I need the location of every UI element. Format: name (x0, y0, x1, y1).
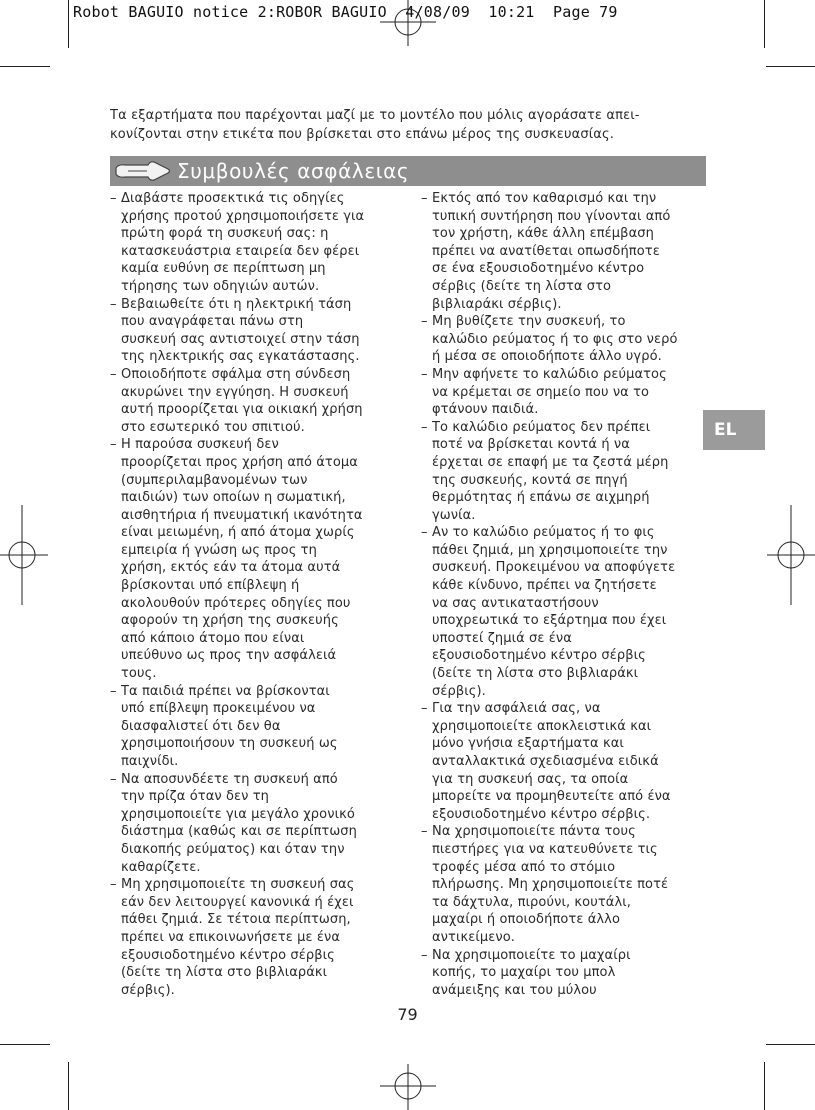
list-dash: – (421, 419, 428, 435)
list-dash: – (110, 683, 117, 699)
section-title: Συμβουλές ασφάλειας (177, 159, 410, 183)
safety-item (421, 419, 709, 525)
safety-item-text: Η παρούσα συσκευή δεν προορίζεται προς χρήση από άτομα (συμπεριλαμβανομένων των παιδιών) των οποίων η σωματική, αισθητήρια ή πνευματική ικανότητα είναι μειωμένη, ή από άτομα χωρίς εμπειρία ή γνώση ως προς τη χρήση, εκτός εάν τα άτομα αυτά βρίσκονται υπό επίβλεψη ή ακολουθούν πρότερες οδηγίες που αφορούν τη χρήση της συσκευής από κάποιο άτομο που είναι υπεύθυνο ως προς την ασφάλειά τους. (121, 437, 363, 682)
safety-item-text: Να χρησιμοποιείτε το μαχαίρι κοπής, το μαχαίρι του μπολ ανάμειξης και του μύλου (432, 947, 631, 998)
intro-paragraph (110, 106, 710, 144)
section-banner (110, 156, 706, 186)
safety-item (421, 313, 709, 366)
safety-item (110, 876, 382, 999)
crop-mark (68, 0, 69, 48)
hand-pointing-icon (114, 159, 172, 183)
list-dash: – (110, 437, 117, 453)
crop-mark (766, 1044, 815, 1045)
safety-item (421, 524, 709, 700)
intro-text: Τα εξαρτήματα που παρέχονται μαζί με το μοντέλο που μόλις αγοράσατε απει- κονίζονται στην ετικέτα που βρίσκεται στο επάνω μέρος της συσκευασίας. (110, 108, 640, 142)
crop-mark (68, 1062, 69, 1110)
list-dash: – (421, 191, 428, 206)
safety-item-text: Εκτός από τον καθαρισμό και την τυπική συντήρηση που γίνονται από τον χρήστη, κάθε άλλη επέμβαση πρέπει να ανατίθεται οπωσδήποτε σε ένα εξουσιοδοτημένο κέντρο σέρβις (δείτε τη λίστα στο βιβλιαράκι σέρβις). (432, 191, 671, 312)
safety-item (110, 436, 382, 682)
safety-item-text: Μη βυθίζετε την συσκευή, το καλώδιο ρεύματος ή το φις στο νερό ή μέσα σε οποιοδήποτε άλλο υγρό. (432, 314, 678, 365)
language-tab: EL (703, 410, 765, 450)
safety-item (421, 700, 709, 823)
safety-item (421, 823, 709, 946)
registration-mark-icon (380, 1064, 436, 1110)
safety-item (110, 771, 382, 877)
registration-mark-icon (0, 505, 48, 605)
list-dash: – (110, 877, 117, 893)
list-dash: – (110, 771, 117, 787)
list-dash: – (110, 366, 117, 382)
safety-item (421, 947, 709, 1000)
safety-item-text: Οποιοδήποτε σφάλμα στη σύνδεση ακυρώνει την εγγύηση. Η συσκευή αυτή προορίζεται για οικιακή χρήση στο εσωτερικό του σπιτιού. (121, 366, 363, 435)
safety-item (110, 190, 382, 296)
list-dash: – (421, 366, 428, 382)
crop-mark (766, 66, 815, 67)
list-dash: – (421, 947, 428, 963)
safety-item-text: Το καλώδιο ρεύματος δεν πρέπει ποτέ να βρίσκεται κοντά ή να έρχεται σε επαφή με τα ζεστά μέρη της συσκευής, κοντά σε πηγή θερμότητας ή επάνω σε αιχμηρή γωνία. (432, 419, 669, 523)
list-dash: – (421, 824, 428, 840)
list-dash: – (421, 314, 428, 330)
safety-list-left (110, 190, 382, 999)
safety-item-text: Μην αφήνετε το καλώδιο ρεύματος να κρέμεται σε σημείο που να το φτάνουν παιδιά. (432, 366, 667, 418)
safety-item-text: Βεβαιωθείτε ότι η ηλεκτρική τάση που αναγράφεται πάνω στη συσκευή σας αντιστοιχεί στην τάση της ηλεκτρικής σας εγκατάστασης. (121, 296, 360, 365)
list-dash: – (421, 525, 428, 541)
crop-mark (0, 1044, 50, 1045)
registration-mark-icon (767, 505, 815, 605)
crop-mark (764, 1062, 765, 1110)
safety-item-text: Διαβάστε προσεκτικά τις οδηγίες χρήσης προτού χρησιμοποιήσετε για πρώτη φορά τη συσκευή σας: η κατασκευάστρια εταιρεία δεν φέρει καμία ευθύνη σε περίπτωση μη τήρησης των οδηγιών αυτών. (121, 191, 365, 294)
safety-item (110, 366, 382, 436)
safety-item-text: Αν το καλώδιο ρεύματος ή το φις πάθει ζημιά, μη χρησιμοποιείτε την συσκευή. Προκειμένου να αποφύγετε κάθε κίνδυνο, πρέπει να ζητήσετε να σας αντικαταστήσουν υποχρεωτικά το εξάρτημα που έχει υποστεί ζημιά σε ένα εξουσιοδοτημένο κέντρο σέρβις (δείτε τη λίστα στο βιβλιαράκι σέρβις). (432, 525, 676, 699)
safety-item-text: Να αποσυνδέετε τη συσκευή από την πρίζα όταν δεν τη χρησιμοποιείτε για μεγάλο χρονικό διάστημα (καθώς και σε περίπτωση διακοπής ρεύματος) και όταν την καθαρίζετε. (121, 771, 357, 875)
list-dash: – (110, 296, 117, 312)
safety-item (421, 366, 709, 419)
safety-item-text: Μη χρησιμοποιείτε τη συσκευή σας εάν δεν λειτουργεί κανονικά ή έχει πάθει ζημιά. Σε τέτοια περίπτωση, πρέπει να επικοινωνήσετε με ένα εξουσιοδοτημένο κέντρο σέρβις (δείτε τη λίστα στο βιβλιαράκι σέρβις). (121, 877, 355, 998)
safety-list-right (421, 190, 709, 999)
safety-item-text: Τα παιδιά πρέπει να βρίσκονται υπό επίβλεψη προκειμένου να διασφαλιστεί ότι δεν θα χρησιμοποιήσουν τη συσκευή ως παιχνίδι. (121, 683, 338, 769)
safety-item (421, 190, 709, 313)
crop-mark (0, 66, 50, 67)
list-dash: – (110, 191, 117, 206)
safety-item-text: Για την ασφάλειά σας, να χρησιμοποιείτε αποκλειστικά και μόνο γνήσια εξαρτήματα και ανταλλακτικά σχεδιασμένα ειδικά για τη συσκευή σας, τα οποία μπορείτε να προμηθευτείτε από ένα εξουσιοδοτημένο κέντρο σέρβις. (432, 701, 671, 822)
crop-mark (764, 0, 765, 48)
safety-item (110, 296, 382, 366)
registration-mark-icon (380, 0, 436, 46)
safety-item-text: Να χρησιμοποιείτε πάντα τους πιεστήρες για να κατευθύνετε τις τροφές μέσα από το στόμιο πλήρωσης. Μη χρησιμοποιείτε ποτέ τα δάχτυλα, πιρούνι, κουτάλι, μαχαίρι ή οποιοδήποτε άλλο αντικείμενο. (432, 824, 669, 945)
safety-item (110, 683, 382, 771)
page-number: 79 (397, 1005, 418, 1024)
list-dash: – (421, 701, 428, 717)
print-slug: Robot BAGUIO notice 2:ROBOR BAGUIO 4/08/09 10:21 Page 79 (73, 3, 618, 21)
